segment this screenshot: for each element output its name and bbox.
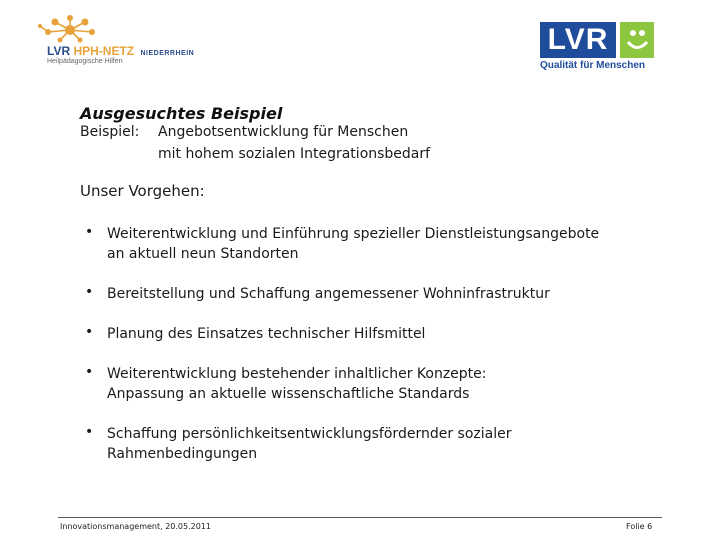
- hph-logo-subtitle: Heilpädagogische Hilfen: [47, 58, 123, 65]
- slide-number: Folie 6: [626, 522, 653, 531]
- bullet-text: [107, 364, 677, 404]
- bullet-text: [107, 424, 677, 464]
- hph-logo-region: NIEDERRHEIN: [140, 50, 195, 57]
- lvr-logo-wordmark: LVR: [540, 22, 616, 58]
- approach-heading: Unser Vorgehen:: [80, 182, 205, 200]
- example-text-line2: mit hohem sozialen Integrationsbedarf: [158, 146, 431, 162]
- bullet-glyph: •: [85, 284, 94, 300]
- slide-title: Ausgesuchtes Beispiel: [80, 104, 283, 123]
- footer-divider: [58, 517, 662, 518]
- bullet-glyph: •: [85, 324, 94, 340]
- bullet-line1: Weiterentwicklung bestehender inhaltlicher Konzepte:: [107, 366, 487, 382]
- hph-logo-text: [47, 44, 194, 58]
- footer-text: Innovationsmanagement, 20.05.2011: [60, 522, 212, 531]
- hph-logo-lvr: LVR: [47, 44, 71, 58]
- bullet-text: [107, 224, 677, 264]
- example-label: Beispiel:: [80, 124, 140, 140]
- bullet-line2: an aktuell neun Standorten: [107, 246, 299, 262]
- flower-icon: [30, 14, 110, 46]
- bullet-line2: Anpassung an aktuelle wissenschaftliche Standards: [107, 386, 470, 402]
- bullet-text: Bereitstellung und Schaffung angemessener Wohninfrastruktur: [107, 286, 550, 302]
- bullet-glyph: •: [85, 424, 94, 440]
- hph-logo-netz: HPH-NETZ: [73, 44, 135, 58]
- bullet-line1: Weiterentwicklung und Einführung spezieller Dienstleistungsangebote: [107, 226, 600, 242]
- bullet-line1: Schaffung persönlichkeitsentwicklungsfördernder sozialer: [107, 426, 512, 442]
- lvr-logo-tagline: Qualität für Menschen: [540, 60, 646, 71]
- smiley-icon: [620, 22, 654, 58]
- example-text-line1: Angebotsentwicklung für Menschen: [158, 124, 409, 140]
- bullet-text: Planung des Einsatzes technischer Hilfsmittel: [107, 326, 426, 342]
- bullet-line2: Rahmenbedingungen: [107, 446, 258, 462]
- bullet-glyph: •: [85, 364, 94, 380]
- bullet-glyph: •: [85, 224, 94, 240]
- lvr-logo: [540, 22, 660, 72]
